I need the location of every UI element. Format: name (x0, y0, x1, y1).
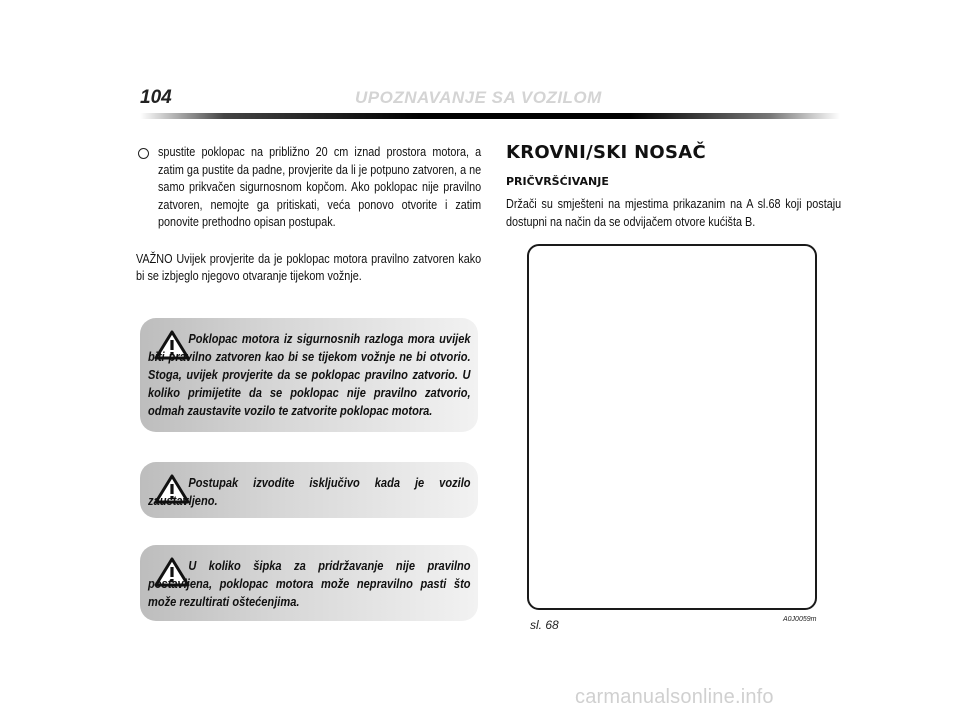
page-number: 104 (140, 87, 172, 108)
warning-text: Poklopac motora iz sigurnosnih razloga mora uvijek biti pravilno zatvoren kao bi se tijekom vožnje ne bi otvorio. Stoga, uvijek provjerite da se poklopac pravilno zatvorio. U koliko primijetite da se poklopac nije pravilno zatvorio, odmah zaustavite vozilo te zatvorite poklopac motora. (148, 331, 471, 418)
bullet-list-item (136, 144, 482, 232)
warning-text: Postupak izvodite isključivo kada je vozilo zaustavljeno. (148, 475, 471, 508)
watermark: carmanualsonline.info (575, 686, 774, 708)
chapter-title: UPOZNAVANJE SA VOZILOM (355, 88, 602, 107)
warning-box (140, 545, 478, 621)
bullet-text: spustite poklopac na približno 20 cm iznad prostora motora, a zatim ga pustite da padne, provjerite da li je potpuno zatvoren, a ne samo prikvačen sigurnosnom kopčom. Ako poklopac nije pravilno zatvoren, nemojte ga pritiskati, veća ponovo otvorite i zatim ponovite prethodno opisan postupak. (158, 145, 482, 229)
warning-box (140, 462, 478, 518)
warning-text: U koliko šipka za pridržavanje nije pravilno postavljena, poklopac motora može nepravilno pasti što može rezultirati oštećenjima. (148, 558, 471, 609)
section-title: KROVNI/SKI NOSAČ (506, 142, 707, 163)
figure-frame (527, 244, 817, 610)
figure-code: A0J0059m (783, 616, 817, 623)
left-column (136, 144, 482, 286)
header-divider (140, 113, 840, 119)
right-column (506, 142, 842, 231)
figure-caption: sl. 68 (530, 618, 559, 632)
circle-bullet-icon (138, 148, 149, 159)
subsection-title: PRIČVRŠĆIVANJE (506, 175, 609, 188)
warning-box (140, 318, 478, 432)
body-text: Držači su smješteni na mjestima prikazanim na A sl.68 koji postaju dostupni na način da se odvijačem otvore kućišta B. (506, 197, 842, 229)
important-note: VAŽNO Uvijek provjerite da je poklopac motora pravilno zatvoren kako bi se izbjeglo njegovo otvaranje tijekom vožnje. (136, 251, 482, 283)
